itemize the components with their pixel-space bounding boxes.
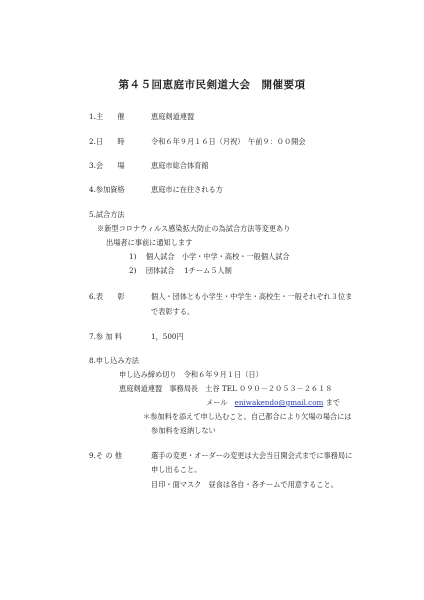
section-5-item-individual: 1) 個人試合 小学・中学・高校・一般個人試合 [129,252,290,261]
section-8-fee-note-2: 参加料を返納しない [151,426,216,435]
section-5-label: 5.試合方法 [89,210,125,219]
email-link[interactable]: eniwakendo@gmail.com [234,398,324,407]
mail-label: メール [206,398,228,407]
section-9-line-3: 目印・面マスク 昼食は各自・各チームで用意すること。 [151,480,338,489]
section-9-line-1: 選手の変更・オーダーの変更は大会当日開会式までに事務局に [151,451,353,460]
section-9-line-2: 申し出ること。 [151,465,202,474]
section-1-value: 恵庭剣道連盟 [151,112,195,121]
section-9-label: 9.そ の 他 [89,451,122,460]
section-6-line-2: で表彰する。 [151,307,195,316]
section-7-value: 1，500円 [151,332,184,341]
section-6-line-1: 個人・団体とも小学生・中学生・高校生・一般それぞれ３位ま [151,292,353,301]
section-8-mail-line [206,399,340,406]
section-7-label: 7.参 加 料 [89,332,122,341]
section-3-label: 3.会 場 [89,161,125,170]
section-5-item-team: 2) 団体試合 1チーム５人制 [129,266,232,275]
section-4-label: 4.参加資格 [89,185,125,194]
section-8-deadline: 申し込み締め切り 令和６年９月１日（日） [119,370,263,379]
section-6-label: 6.表 彰 [89,292,125,301]
section-5-note-notify: 出場者に事前に通知します [106,238,193,247]
section-2-value: 令和６年９月１６日（月祝） 午前９：００開会 [151,137,306,146]
section-3-value: 恵庭市総合体育館 [151,161,209,170]
section-2-label: 2.日 時 [89,137,125,146]
section-8-fee-note-1: ＊参加料を添えて申し込むこと。自己都合により欠場の場合には [143,412,352,421]
section-1-label: 1.主 催 [89,112,125,121]
section-8-contact: 恵庭剣道連盟 事務局長 土谷 TEL ０９０－２０５３－２６１８ [119,384,333,393]
section-5-note-covid: ※新型コロナウィルス感染拡大防止の為試合方法等変更あり [97,224,291,233]
section-8-label: 8.申し込み方法 [89,356,139,365]
page-title: 第４５回恵庭市民剣道大会 開催要項 [118,79,306,91]
mail-suffix: まで [325,398,341,407]
section-4-value: 恵庭市に在住される方 [151,185,223,194]
